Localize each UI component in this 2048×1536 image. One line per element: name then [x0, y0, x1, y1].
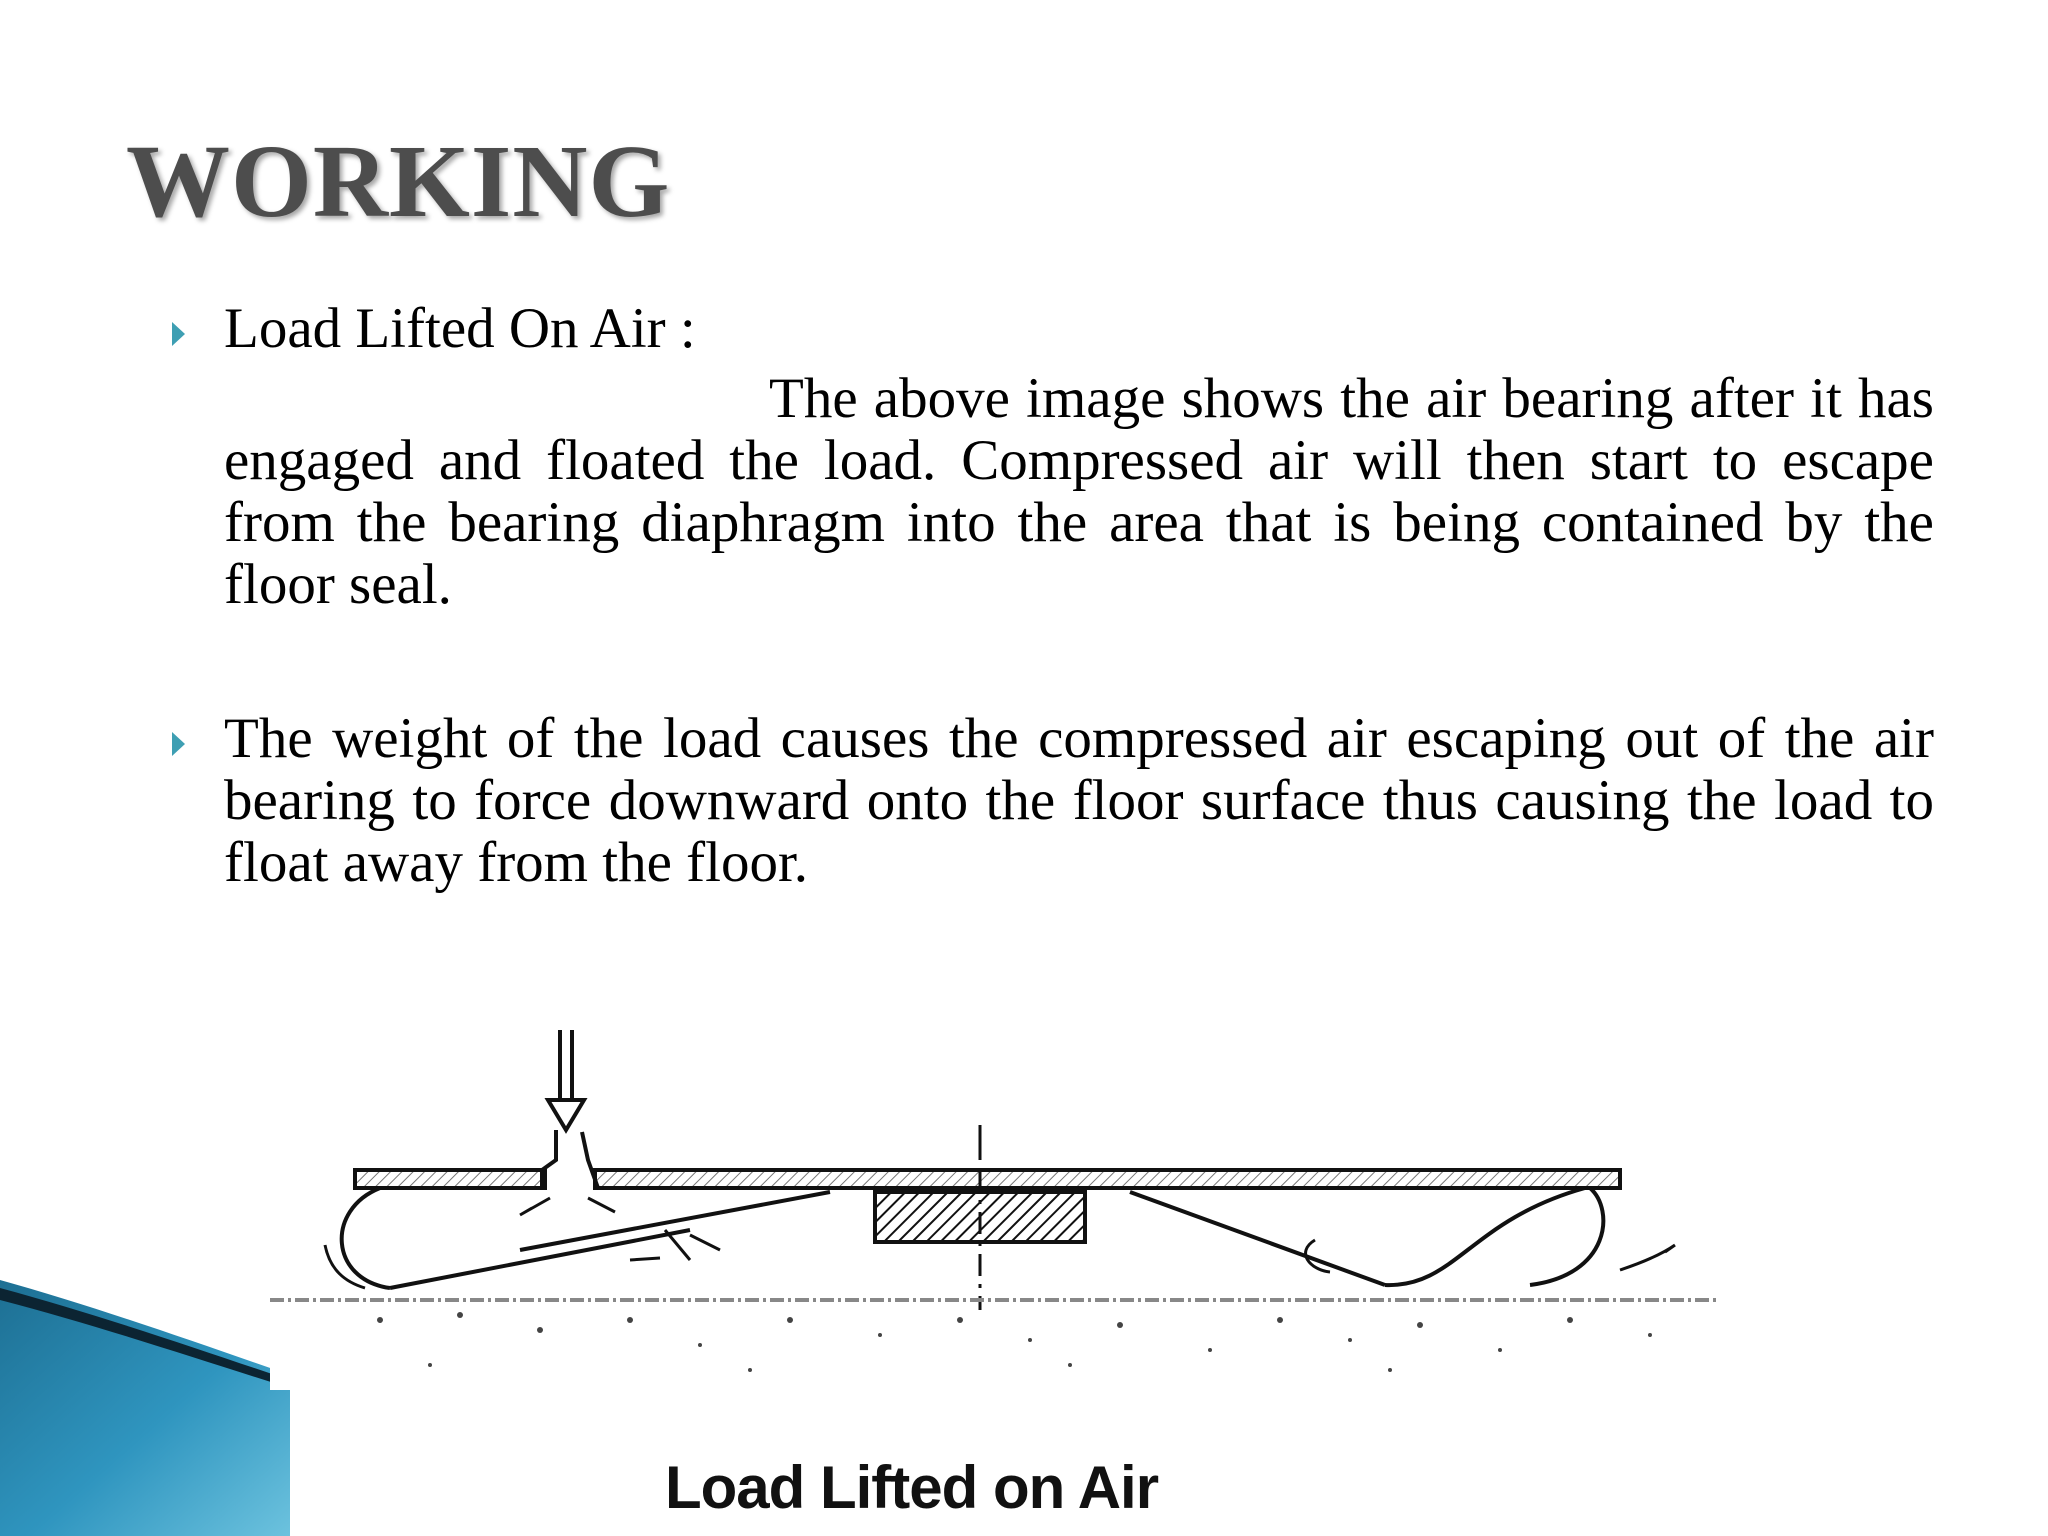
bullet-marker-icon: [172, 322, 185, 346]
bullet-marker-icon: [172, 732, 185, 756]
bullet-1-body: The above image shows the air bearing after it has engaged and floated the load. Compressed air will then start to escape from the bearing diaphragm into the area that is being contained by the floor seal.: [224, 367, 1934, 616]
air-bearing-diagram: [270, 1020, 1740, 1390]
load-block: [875, 1192, 1085, 1242]
bullet-1-heading: Load Lifted On Air :: [224, 297, 696, 360]
decorative-corner-swoosh: [0, 1280, 290, 1536]
bullet-1-body-paragraph: [224, 368, 1934, 616]
figure-caption: Load Lifted on Air: [665, 1454, 1159, 1521]
slide-title: WORKING: [126, 124, 671, 239]
bullet-2-body: The weight of the load causes the compressed air escaping out of the air bearing to force downward onto the floor surface thus causing the load to float away from the floor.: [224, 707, 1934, 894]
